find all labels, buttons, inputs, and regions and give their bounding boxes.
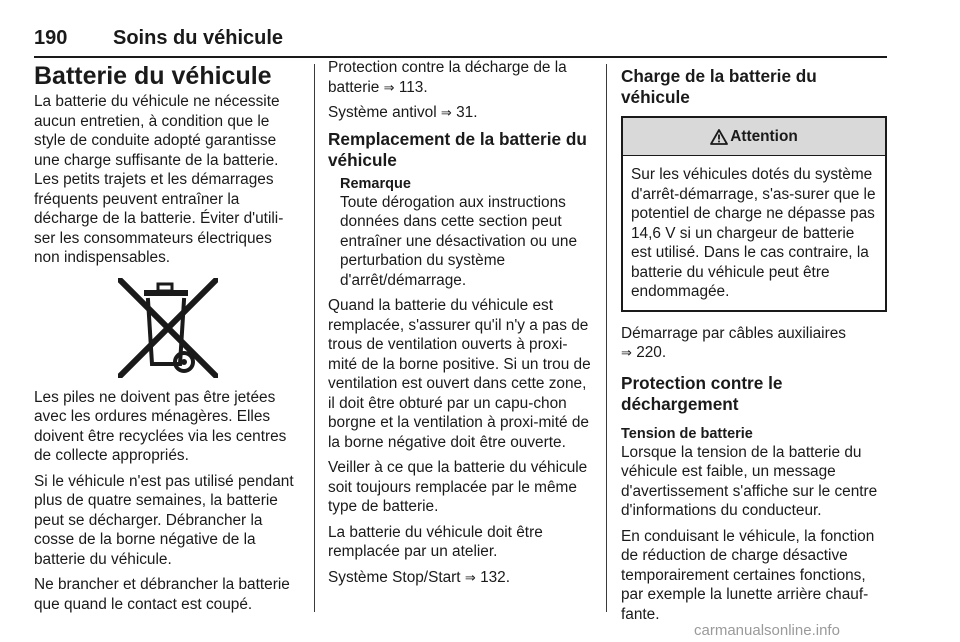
cross-reference — [621, 324, 887, 363]
paragraph: En conduisant le véhicule, la fonction de réduction de charge désactive temporairement certaines fonctions, par exemple la lunette arrière chauf-fante. — [621, 527, 875, 623]
column-3 — [621, 58, 887, 630]
crossed-out-wheelie-bin-icon — [118, 278, 218, 378]
paragraph: Lorsque la tension de la batterie du véhicule est faible, un message d'avertissement s'affiche sur le centre d'informations du conducteur. — [621, 443, 878, 519]
paragraph: La batterie du véhicule ne nécessite aucun entretien, à condition que le style de conduite adopté garantisse une charge suffisante de la batterie. Les petits trajets et les démarrages fréquents peuvent entraîner la décharge de la batterie. Éviter d'utili-ser les consommateurs électriques non indispensables. — [34, 93, 284, 266]
paragraph: Veiller à ce que la batterie du véhicule soit toujours remplacée par le même type de batterie. — [328, 459, 588, 515]
note-label: Remarque — [340, 175, 411, 192]
section-heading-replacement: Remplacement de la batterie du véhicule — [328, 128, 587, 170]
arrow-icon: ⇒ — [383, 79, 395, 95]
column-2 — [328, 58, 594, 593]
warning-triangle-icon — [710, 129, 728, 145]
subheading-voltage: Tension de batterie — [621, 425, 753, 442]
cross-reference — [328, 103, 594, 123]
page-reference[interactable]: 220. — [636, 344, 667, 361]
paragraph: La batterie du véhicule doit être remplacée par un atelier. — [328, 523, 543, 560]
column-divider-2 — [606, 64, 607, 612]
reference-text: Protection contre la décharge de la batterie — [328, 59, 567, 96]
paragraph: Si le véhicule n'est pas utilisé pendant plus de quatre semaines, la batterie peut se décharger. Débrancher la cosse de la borne négative de la batterie du véhicule. — [34, 472, 294, 568]
reference-text: Système antivol — [328, 104, 437, 121]
section-heading-protection: Protection contre le déchargement — [621, 372, 783, 414]
column-1 — [34, 58, 300, 620]
warning-title: Attention — [730, 127, 798, 145]
paragraph: Ne brancher et débrancher la batterie que quand le contact est coupé. — [34, 576, 290, 613]
section-heading-charging: Charge de la batterie du véhicule — [621, 66, 817, 107]
arrow-icon: ⇒ — [464, 569, 476, 585]
arrow-icon: ⇒ — [621, 345, 632, 360]
page-reference[interactable]: 113. — [398, 78, 428, 96]
page-reference[interactable]: 31. — [456, 104, 478, 121]
reference-text: Démarrage par câbles auxiliaires — [621, 324, 846, 342]
cross-reference — [328, 58, 594, 97]
chapter-title: Soins du véhicule — [113, 27, 284, 49]
watermark: carmanualsonline.info — [694, 622, 840, 639]
reference-text: Système Stop/Start — [328, 568, 461, 586]
section-heading-battery: Batterie du véhicule — [34, 62, 272, 90]
warning-box — [621, 116, 887, 312]
warning-header — [623, 118, 885, 156]
arrow-icon: ⇒ — [440, 105, 452, 120]
note-text: Toute dérogation aux instructions données dans cette section peut entraîner une désactivation ou une perturbation du système d'arrêt/démarrage. — [340, 193, 578, 289]
paragraph: Les piles ne doivent pas être jetées avec les ordures ménagères. Elles doivent être recyclées via les centres de collecte appropriés. — [34, 388, 287, 464]
cross-reference — [328, 568, 594, 588]
page-reference[interactable]: 132. — [480, 568, 511, 586]
warning-text: Sur les véhicules dotés du système d'arrêt-démarrage, s'as-surer que le potentiel de charge ne dépasse pas 14,6 V si un chargeur de batterie est utilisé. Dans le cas contraire, la batterie du véhicule peut être endommagée. — [631, 166, 876, 300]
paragraph: Quand la batterie du véhicule est remplacée, s'assurer qu'il n'y a pas de trous de ventilation ouverts à proxi-mité de la borne positive. Si un trou de ventilation est ouvert dans cette zone, il doit être obturé par un capu-chon borgne et la ventilation à proxi-mité de la borne négative doit être ouverte. — [328, 297, 591, 451]
page-number: 190 — [34, 27, 68, 49]
note-block — [328, 175, 594, 291]
column-divider-1 — [314, 64, 315, 612]
